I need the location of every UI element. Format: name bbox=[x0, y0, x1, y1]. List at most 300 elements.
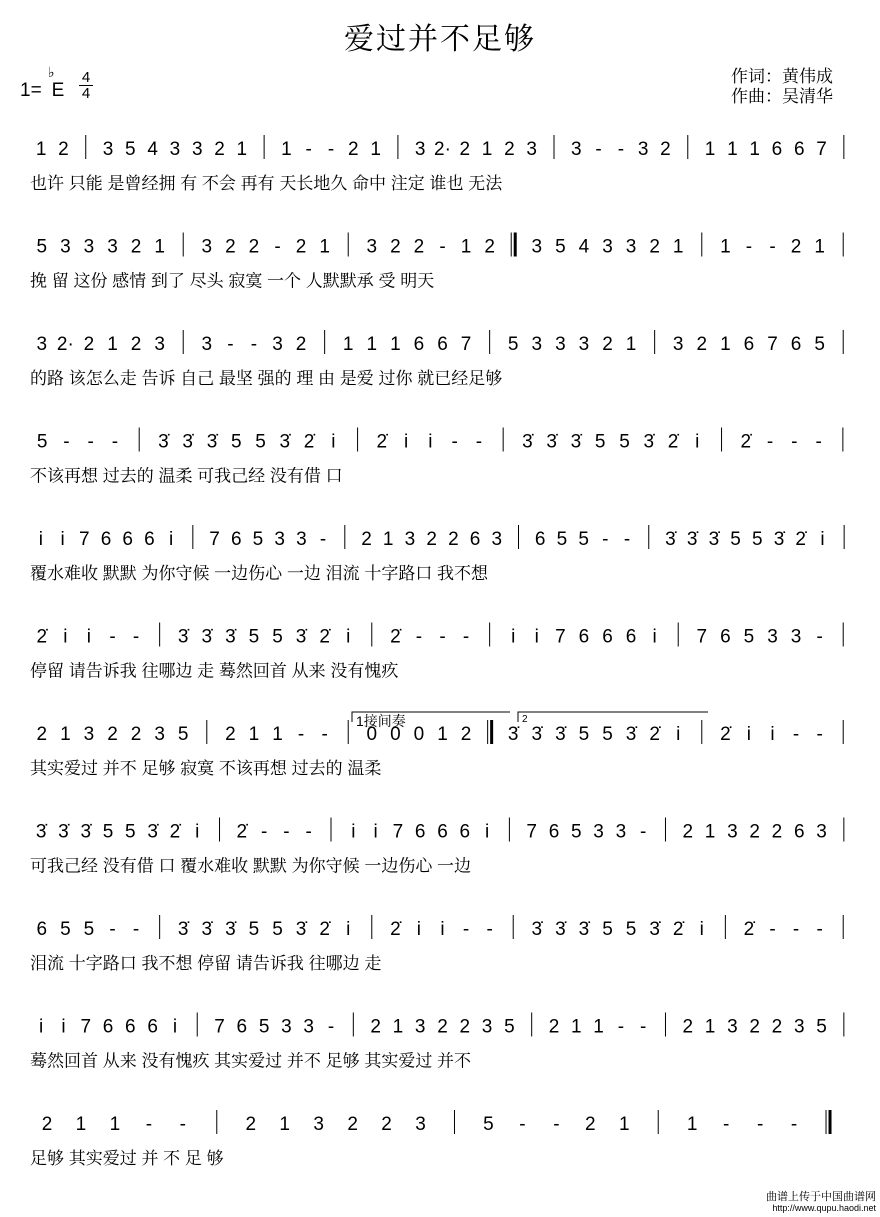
lyric-line: 的路 该怎么走 告诉 自己 最坚 强的 理 由 是爱 过你 就已经足够 bbox=[30, 369, 503, 388]
note-token: 2̇ bbox=[649, 724, 660, 745]
note-token: 2 bbox=[248, 236, 260, 258]
note-token: 1 bbox=[248, 724, 260, 745]
note-token: i bbox=[172, 1016, 178, 1038]
note-token: 2 bbox=[225, 236, 236, 258]
note-token: 6 bbox=[602, 626, 613, 648]
note-token: 3̇ bbox=[35, 821, 47, 843]
note-token: 1 bbox=[390, 334, 401, 355]
note-token: 6 bbox=[793, 139, 805, 160]
note-token: - bbox=[439, 236, 446, 258]
note-token: 5 bbox=[252, 529, 264, 550]
note-token: 5 bbox=[602, 724, 613, 745]
note-token: 3 bbox=[816, 821, 827, 843]
note-token: 3 bbox=[154, 334, 165, 355]
note-token: i bbox=[484, 821, 490, 843]
note-token: 2 bbox=[41, 1114, 53, 1135]
note-token: 3̇ bbox=[507, 724, 519, 745]
note-token: 3̇ bbox=[177, 919, 189, 940]
note-token: 6 bbox=[793, 821, 805, 843]
note-token: 2̇ bbox=[720, 724, 731, 745]
note-token: 3 bbox=[415, 1114, 426, 1135]
note-token: 7 bbox=[392, 821, 404, 843]
note-token: 2 bbox=[771, 821, 783, 843]
note-token: i bbox=[60, 529, 65, 550]
note-token: 3̇ bbox=[555, 724, 566, 745]
lyric-line: 蓦然回首 从来 没有愧疚 其实爱过 并不 足够 其实爱过 并不 bbox=[30, 1051, 472, 1071]
note-token: 3̇ bbox=[643, 431, 655, 453]
note-token: 3 bbox=[201, 236, 213, 258]
note-token: 3 bbox=[414, 1016, 426, 1038]
note-token: 2· bbox=[56, 334, 74, 355]
note-token: 3 bbox=[531, 334, 543, 355]
note-token: 2 bbox=[437, 1016, 448, 1038]
note-token: 2 bbox=[245, 1114, 257, 1135]
note-token: 5 bbox=[258, 1016, 270, 1038]
note-token: i bbox=[770, 724, 775, 745]
note-token: - bbox=[63, 431, 70, 453]
note-token: 3̇ bbox=[58, 821, 69, 843]
note-token: 2 bbox=[36, 724, 48, 745]
note-token: 2 bbox=[459, 1016, 471, 1038]
note-token: 6 bbox=[790, 334, 802, 355]
note-token: 3̇ bbox=[773, 529, 785, 550]
note-token: 1 bbox=[392, 1016, 404, 1038]
note-token: i bbox=[746, 724, 752, 745]
note-token: 6 bbox=[578, 626, 590, 648]
note-token: 2 bbox=[130, 334, 142, 355]
note-token: 5 bbox=[248, 919, 260, 940]
note-token: 3̇ bbox=[80, 821, 92, 843]
note-token: 2 bbox=[790, 236, 802, 258]
note-token: 7 bbox=[526, 821, 537, 843]
note-token: - bbox=[815, 431, 822, 453]
note-token: 6 bbox=[459, 821, 471, 843]
note-token: 3 bbox=[201, 334, 213, 355]
note-token: 7 bbox=[816, 139, 827, 160]
note-token: - bbox=[319, 529, 327, 550]
note-token: 5 bbox=[60, 919, 71, 940]
lyric-line: 足够 其实爱过 并 不 足 够 bbox=[30, 1149, 224, 1168]
note-token: i bbox=[534, 626, 539, 648]
note-token: 2 bbox=[749, 1016, 760, 1038]
note-token: i bbox=[699, 919, 704, 940]
note-token: 2 bbox=[347, 1114, 358, 1135]
note-token: 2 bbox=[361, 529, 372, 550]
note-token: 5 bbox=[483, 1114, 494, 1135]
note-token: 3 bbox=[191, 139, 203, 160]
note-token: 1 bbox=[749, 139, 760, 160]
note-token: - bbox=[283, 821, 290, 843]
note-token: - bbox=[327, 139, 335, 160]
note-token: 5 bbox=[36, 236, 48, 258]
note-token: 2 bbox=[295, 236, 307, 258]
volta-label-2: 2 bbox=[522, 714, 528, 725]
note-token: 2 bbox=[58, 139, 69, 160]
note-token: - bbox=[792, 724, 800, 745]
note-token: 1 bbox=[109, 1114, 121, 1135]
note-token: 3 bbox=[366, 236, 378, 258]
note-token: 6 bbox=[144, 529, 155, 550]
note-token: 5 bbox=[272, 626, 283, 648]
note-token: 6 bbox=[102, 1016, 114, 1038]
note-token: 2 bbox=[448, 529, 459, 550]
flat-icon: ♭ bbox=[48, 64, 55, 80]
note-token: - bbox=[109, 626, 116, 648]
note-token: - bbox=[602, 529, 609, 550]
note-token: 2 bbox=[771, 1016, 783, 1038]
note-token: i bbox=[695, 431, 700, 453]
note-token: - bbox=[260, 821, 268, 843]
note-token: 6 bbox=[534, 529, 546, 550]
note-token: 2 bbox=[83, 334, 95, 355]
note-token: - bbox=[595, 139, 602, 160]
note-token: 3 bbox=[102, 139, 114, 160]
note-token: 5 bbox=[752, 529, 763, 550]
note-token: - bbox=[790, 1114, 798, 1135]
note-token: i bbox=[346, 626, 351, 648]
note-token: 6 bbox=[230, 529, 242, 550]
note-token: 3 bbox=[274, 529, 285, 550]
note-token: 3̇ bbox=[147, 821, 158, 843]
note-token: - bbox=[321, 724, 328, 745]
note-token: 5 bbox=[272, 919, 283, 940]
note-token: 7 bbox=[209, 529, 220, 550]
note-token: 3 bbox=[570, 139, 582, 160]
note-token: 5 bbox=[507, 334, 519, 355]
note-token: 2 bbox=[214, 139, 225, 160]
note-token: 3̇ bbox=[625, 724, 637, 745]
note-token: 5 bbox=[619, 431, 630, 453]
note-token: 0 bbox=[413, 724, 425, 745]
note-token: 2̇ bbox=[319, 626, 330, 648]
note-token: i bbox=[195, 821, 200, 843]
lyric-line: 覆水难收 默默 为你守候 一边伤心 一边 泪流 十字路口 我不想 bbox=[30, 564, 489, 583]
note-token: 3̇ bbox=[649, 919, 660, 940]
note-token: 7 bbox=[214, 1016, 225, 1038]
note-token: 5 bbox=[125, 821, 136, 843]
note-token: 3 bbox=[281, 1016, 292, 1038]
lyric-line: 也许 只能 是曾经拥 有 不会 再有 天长地久 命中 注定 谁也 无法 bbox=[30, 174, 503, 193]
note-token: 5 bbox=[594, 431, 606, 453]
note-token: 3̇ bbox=[708, 529, 720, 550]
note-token: 3 bbox=[672, 334, 684, 355]
note-token: 1 bbox=[704, 1016, 716, 1038]
note-token: i bbox=[440, 919, 445, 940]
note-token: 1 bbox=[704, 139, 716, 160]
note-token: 3 bbox=[83, 724, 95, 745]
note-token: 2 bbox=[426, 529, 437, 550]
note-token: 1 bbox=[154, 236, 165, 258]
lyricist-credit: 作词：黄伟成 bbox=[731, 67, 833, 86]
time-bottom: 4 bbox=[81, 85, 91, 102]
note-token: i bbox=[331, 431, 336, 453]
note-token: i bbox=[416, 919, 422, 940]
note-token: 2̇ bbox=[667, 431, 679, 453]
note-token: - bbox=[553, 1114, 560, 1135]
note-token: 2 bbox=[459, 139, 471, 160]
note-token: 1 bbox=[279, 1114, 290, 1135]
note-token: 3̇ bbox=[279, 431, 291, 453]
note-token: 5 bbox=[555, 236, 566, 258]
note-token: 3 bbox=[491, 529, 503, 550]
watermark-line-1: 曲谱上传于中国曲谱网 bbox=[766, 1191, 876, 1203]
note-token: - bbox=[769, 236, 776, 258]
note-token: 4 bbox=[578, 236, 590, 258]
note-token: 6 bbox=[743, 334, 755, 355]
note-token: 2̇ bbox=[36, 626, 48, 648]
note-token: 0 bbox=[366, 724, 378, 745]
note-token: 3̇ bbox=[182, 431, 194, 453]
key-prefix: 1= bbox=[20, 80, 42, 101]
lyric-line: 泪流 十字路口 我不想 停留 请告诉我 往哪边 走 bbox=[30, 954, 382, 973]
note-token: 3 bbox=[107, 236, 118, 258]
note-token: 1 bbox=[342, 334, 354, 355]
note-token: 3 bbox=[272, 334, 283, 355]
note-token: 3̇ bbox=[225, 626, 236, 648]
note-token: 3 bbox=[593, 821, 604, 843]
note-token: 2 bbox=[660, 139, 671, 160]
note-token: 3 bbox=[296, 529, 307, 550]
note-token: 5 bbox=[177, 724, 189, 745]
note-token: 3̇ bbox=[686, 529, 698, 550]
note-token: 1 bbox=[272, 724, 283, 745]
note-token: - bbox=[179, 1114, 186, 1135]
note-token: - bbox=[486, 919, 493, 940]
note-token: - bbox=[791, 431, 798, 453]
note-token: - bbox=[816, 919, 823, 940]
note-token: i bbox=[38, 529, 43, 550]
note-token: 2 bbox=[696, 334, 708, 355]
note-token: 1 bbox=[625, 334, 637, 355]
note-token: 6 bbox=[36, 919, 48, 940]
note-token: 3̇ bbox=[546, 431, 557, 453]
note-token: 7 bbox=[78, 529, 90, 550]
note-token: 1 bbox=[281, 139, 292, 160]
note-token: 5 bbox=[248, 626, 260, 648]
note-token: 2̇ bbox=[390, 626, 401, 648]
note-token: 3̇ bbox=[225, 919, 236, 940]
note-token: 6 bbox=[122, 529, 133, 550]
note-token: 5 bbox=[578, 724, 590, 745]
note-token: 6 bbox=[413, 334, 425, 355]
note-token: 1 bbox=[593, 1016, 604, 1038]
note-token: 5 bbox=[814, 334, 825, 355]
note-token: 1 bbox=[236, 139, 248, 160]
note-token: 4 bbox=[147, 139, 158, 160]
note-token: - bbox=[145, 1114, 153, 1135]
note-token: 6 bbox=[625, 626, 637, 648]
note-token: - bbox=[227, 334, 234, 355]
note-token: - bbox=[297, 724, 305, 745]
note-token: 1 bbox=[366, 334, 378, 355]
note-token: i bbox=[676, 724, 681, 745]
note-token: - bbox=[816, 626, 823, 648]
note-token: i bbox=[652, 626, 657, 648]
note-token: 3 bbox=[36, 334, 48, 355]
note-token: 3 bbox=[481, 1016, 493, 1038]
note-token: 3 bbox=[625, 236, 637, 258]
note-token: 1 bbox=[60, 724, 71, 745]
note-token: 6 bbox=[771, 139, 783, 160]
note-token: 3 bbox=[602, 236, 613, 258]
note-token: 2 bbox=[107, 724, 118, 745]
note-token: - bbox=[769, 919, 776, 940]
note-token: - bbox=[132, 919, 140, 940]
note-token: i bbox=[63, 626, 68, 648]
note-token: 2 bbox=[484, 236, 495, 258]
note-token: 3̇ bbox=[570, 431, 582, 453]
note-token: - bbox=[111, 431, 119, 453]
note-token: 2 bbox=[682, 1016, 694, 1038]
note-token: 2 bbox=[225, 724, 236, 745]
note-token: 3 bbox=[83, 236, 95, 258]
note-token: 3̇ bbox=[295, 626, 307, 648]
note-token: 3 bbox=[767, 626, 778, 648]
note-token: 3 bbox=[169, 139, 181, 160]
note-token: 5 bbox=[602, 919, 613, 940]
note-token: 2 bbox=[381, 1114, 392, 1135]
note-token: 2 bbox=[370, 1016, 381, 1038]
note-token: 1 bbox=[75, 1114, 87, 1135]
note-token: 2̇ bbox=[390, 919, 401, 940]
note-token: 5 bbox=[504, 1016, 515, 1038]
note-token: i bbox=[428, 431, 433, 453]
watermark-line-2: http://www.qupu.haodi.net bbox=[772, 1203, 876, 1213]
note-token: 1 bbox=[727, 139, 738, 160]
note-token: 1 bbox=[814, 236, 825, 258]
note-token: 2 bbox=[390, 236, 401, 258]
note-token: 3 bbox=[60, 236, 71, 258]
note-token: i bbox=[820, 529, 825, 550]
note-token: 2̇ bbox=[740, 431, 752, 453]
note-token: 1 bbox=[370, 139, 381, 160]
note-token: - bbox=[640, 1016, 647, 1038]
note-token: 5 bbox=[83, 919, 95, 940]
note-token: 7 bbox=[696, 626, 708, 648]
note-token: 3̇ bbox=[201, 919, 213, 940]
note-token: - bbox=[756, 1114, 764, 1135]
note-token: i bbox=[169, 529, 174, 550]
note-token: 7 bbox=[80, 1016, 92, 1038]
note-token: 7 bbox=[767, 334, 778, 355]
note-token: 1 bbox=[704, 821, 716, 843]
note-token: i bbox=[351, 821, 356, 843]
note-token: 3 bbox=[637, 139, 649, 160]
note-token: - bbox=[274, 236, 281, 258]
note-token: 2̇ bbox=[236, 821, 248, 843]
note-token: 5 bbox=[102, 821, 114, 843]
note-token: 2 bbox=[413, 236, 425, 258]
note-token: 3̇ bbox=[578, 919, 590, 940]
note-token: 2̇ bbox=[672, 919, 684, 940]
note-token: 2 bbox=[460, 724, 472, 745]
note-token: 3 bbox=[526, 139, 537, 160]
note-token: 6 bbox=[720, 626, 731, 648]
note-token: 6 bbox=[147, 1016, 158, 1038]
note-token: - bbox=[305, 821, 312, 843]
note-token: 7 bbox=[555, 626, 566, 648]
note-token: 3 bbox=[414, 139, 426, 160]
note-token: 2̇ bbox=[319, 919, 330, 940]
note-token: - bbox=[519, 1114, 526, 1135]
note-token: 1 bbox=[720, 236, 731, 258]
note-token: - bbox=[451, 431, 458, 453]
note-token: 3 bbox=[303, 1016, 315, 1038]
note-token: - bbox=[439, 626, 446, 648]
note-token: 2 bbox=[585, 1114, 596, 1135]
lyric-line: 可我己经 没有借 口 覆水难收 默默 为你守候 一边伤心 一边 bbox=[30, 856, 472, 876]
composer-credit: 作曲：吴清华 bbox=[731, 87, 833, 106]
note-token: 3 bbox=[727, 821, 738, 843]
note-token: 5 bbox=[570, 821, 582, 843]
note-token: 2̇ bbox=[169, 821, 181, 843]
note-token: 1 bbox=[618, 1114, 630, 1135]
note-token: - bbox=[305, 139, 312, 160]
note-token: 5 bbox=[230, 431, 242, 453]
note-token: - bbox=[462, 626, 470, 648]
note-token: - bbox=[745, 236, 753, 258]
note-token: 2 bbox=[548, 1016, 560, 1038]
note-token: 3̇ bbox=[158, 431, 169, 453]
note-token: i bbox=[61, 1016, 66, 1038]
note-token: 3 bbox=[727, 1016, 738, 1038]
note-token: - bbox=[617, 1016, 625, 1038]
song-title: 爱过并不足够 bbox=[344, 23, 536, 56]
note-token: 2 bbox=[504, 139, 515, 160]
note-token: 1 bbox=[382, 529, 394, 550]
time-top: 4 bbox=[81, 69, 91, 86]
note-token: 2 bbox=[602, 334, 613, 355]
note-token: 1 bbox=[460, 236, 472, 258]
note-token: 2· bbox=[434, 139, 451, 160]
note-token: 1 bbox=[107, 334, 118, 355]
key-letter: E bbox=[51, 80, 65, 101]
note-token: 3 bbox=[404, 529, 416, 550]
note-token: i bbox=[511, 626, 516, 648]
note-token: - bbox=[722, 1114, 730, 1135]
note-token: 3 bbox=[793, 1016, 805, 1038]
note-token: 3̇ bbox=[295, 919, 307, 940]
note-token: - bbox=[462, 919, 470, 940]
lyric-line: 其实爱过 并不 足够 寂寞 不该再想 过去的 温柔 bbox=[30, 759, 382, 778]
note-token: 3 bbox=[154, 724, 165, 745]
note-token: - bbox=[640, 821, 647, 843]
note-token: - bbox=[132, 626, 140, 648]
note-token: - bbox=[87, 431, 94, 453]
note-token: 2̇ bbox=[303, 431, 315, 453]
note-token: i bbox=[39, 1016, 44, 1038]
note-token: 6 bbox=[236, 1016, 248, 1038]
note-token: 3 bbox=[578, 334, 590, 355]
note-token: 5 bbox=[816, 1016, 827, 1038]
note-token: 0 bbox=[390, 724, 401, 745]
note-token: 3̇ bbox=[201, 626, 213, 648]
note-token: 1 bbox=[437, 724, 448, 745]
note-token: 2 bbox=[295, 334, 307, 355]
note-token: - bbox=[475, 431, 483, 453]
note-token: i bbox=[346, 919, 351, 940]
note-token: 3̇ bbox=[665, 529, 676, 550]
note-token: 3 bbox=[615, 821, 627, 843]
note-token: - bbox=[327, 1016, 335, 1038]
note-token: i bbox=[373, 821, 378, 843]
note-token: 5 bbox=[730, 529, 741, 550]
note-token: 6 bbox=[469, 529, 481, 550]
note-token: i bbox=[86, 626, 92, 648]
note-token: 5 bbox=[36, 431, 48, 453]
lyric-line: 不该再想 过去的 温柔 可我己经 没有借 口 bbox=[30, 466, 343, 486]
note-token: 1 bbox=[686, 1114, 698, 1135]
